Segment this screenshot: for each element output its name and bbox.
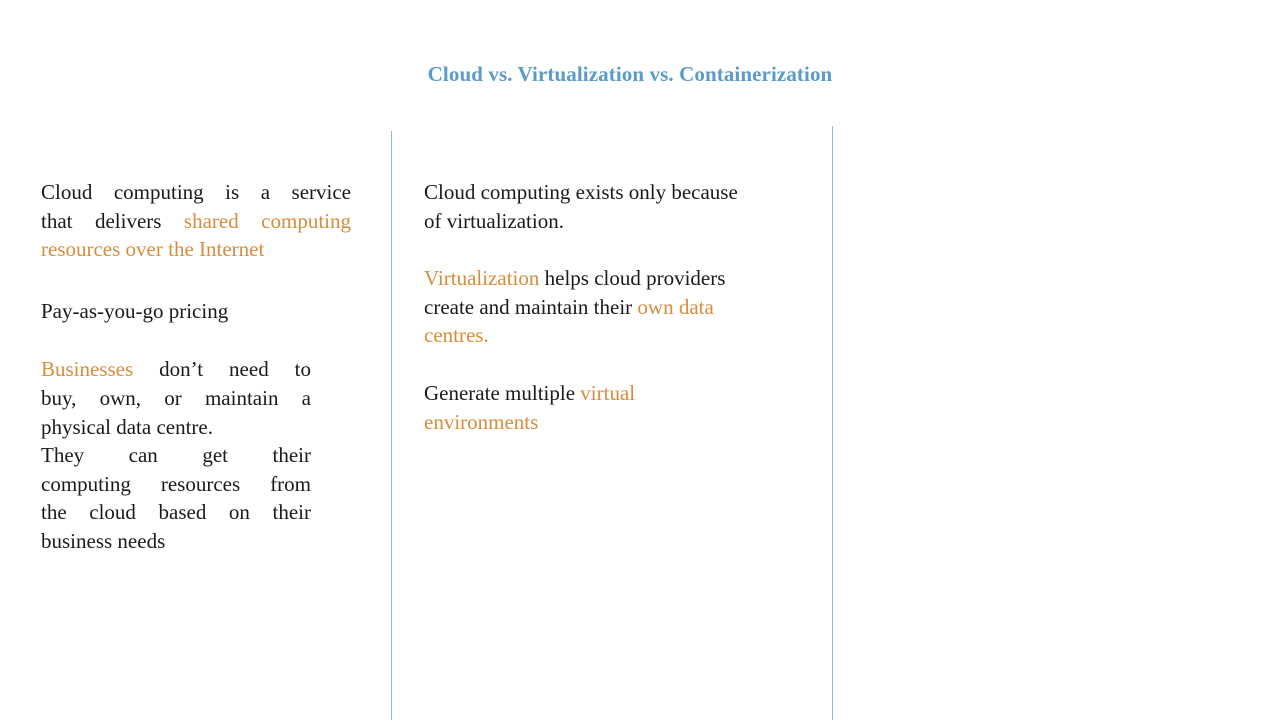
highlight-text: environments <box>424 409 539 434</box>
text-line: Cloud computing is a service <box>41 180 351 204</box>
text-span: don’t need to <box>133 357 311 382</box>
column-divider-right <box>832 126 833 720</box>
highlight-text: centres. <box>424 323 489 348</box>
highlight-text: Virtualization <box>424 266 540 291</box>
text-line: the cloud based on their <box>41 500 311 525</box>
text-span: that delivers <box>41 208 184 233</box>
highlight-text: Businesses <box>41 357 134 382</box>
text-line: Cloud computing exists only because <box>424 180 738 204</box>
highlight-text: resources over the Internet <box>41 237 265 262</box>
virtualization-providers <box>424 264 794 350</box>
column-divider-left <box>391 131 392 720</box>
text-line <box>424 293 794 322</box>
virtualization-intro <box>424 178 794 235</box>
text-line <box>41 355 311 384</box>
column-cloud <box>41 178 351 556</box>
text-line: of virtualization. <box>424 208 564 233</box>
text-line: They can get their <box>41 443 311 468</box>
text-span: Generate multiple <box>424 380 581 405</box>
business-paragraph <box>41 355 351 555</box>
text-line <box>424 264 794 293</box>
slide-title: Cloud vs. Virtualization vs. Containerization <box>427 62 833 86</box>
highlight-text: own data <box>637 294 714 319</box>
pricing-text: Pay-as-you-go pricing <box>41 298 229 323</box>
text-line <box>424 379 794 408</box>
cloud-definition <box>41 178 351 264</box>
text-line: physical data centre. <box>41 414 213 439</box>
text-span: helps cloud providers <box>539 266 726 291</box>
virtual-environments <box>424 379 794 436</box>
column-virtualization <box>424 178 794 436</box>
text-line: business needs <box>41 528 166 553</box>
highlight-text: shared computing <box>183 208 352 233</box>
text-line: computing resources from <box>41 471 311 496</box>
highlight-text: virtual <box>580 380 636 405</box>
text-span: create and maintain their <box>424 294 638 319</box>
text-line: buy, own, or maintain a <box>41 385 311 410</box>
text-line <box>41 207 351 236</box>
